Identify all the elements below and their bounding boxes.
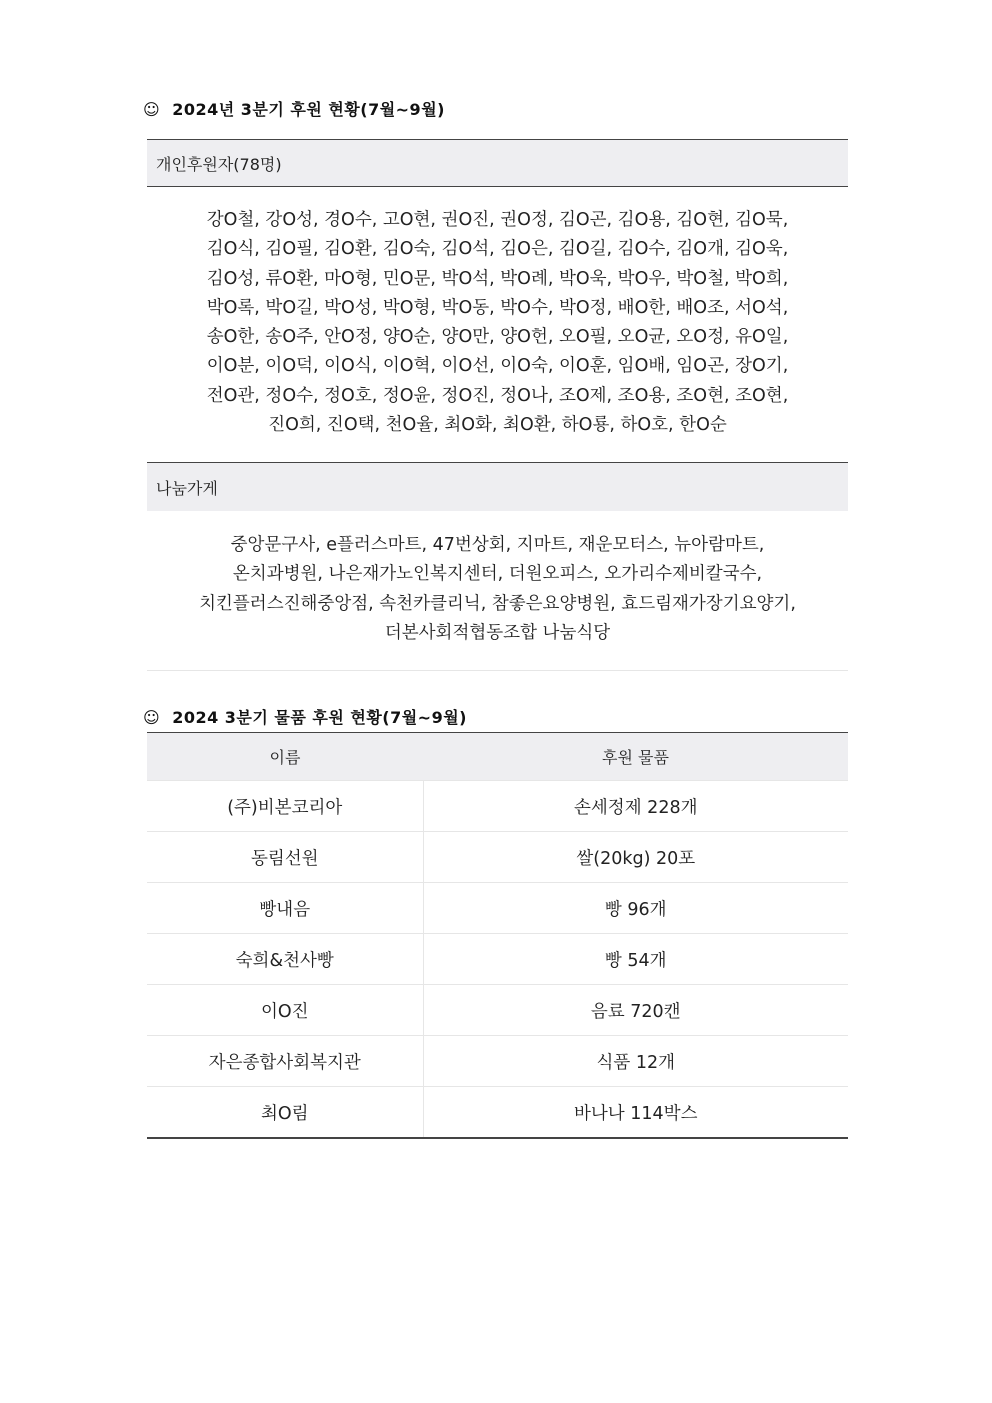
quarterly-support-heading — [143, 97, 445, 120]
donated-item-cell: 바나나 114박스 — [423, 1087, 848, 1139]
column-header-item: 후원 물품 — [423, 733, 848, 781]
donor-name-cell: 빵내음 — [147, 883, 423, 934]
table-row — [147, 1036, 848, 1087]
sharing-stores-list — [147, 511, 848, 671]
donor-name-cell: 동림선원 — [147, 832, 423, 883]
donated-item-cell: 빵 54개 — [423, 934, 848, 985]
table-row — [147, 934, 848, 985]
table-row — [147, 781, 848, 832]
donor-name-cell: 숙희&천사빵 — [147, 934, 423, 985]
supporter-line: 송O한, 송O주, 안O정, 양O순, 양O만, 양O헌, 오O필, 오O균, 오O정, 유O일, — [206, 327, 789, 348]
donated-item-cell: 식품 12개 — [423, 1036, 848, 1087]
table-row — [147, 1087, 848, 1139]
supporter-line: 김O성, 류O환, 마O형, 민O문, 박O석, 박O례, 박O욱, 박O우, 박O철, 박O희, — [206, 268, 789, 289]
smiley-icon: ☺ — [143, 708, 161, 727]
table-row — [147, 832, 848, 883]
quarterly-support-title: 2024년 3분기 후원 현황(7월~9월) — [172, 100, 445, 119]
individual-supporters-section — [147, 139, 848, 463]
donor-name-cell: (주)비본코리아 — [147, 781, 423, 832]
store-line: 더본사회적협동조합 나눔식당 — [384, 622, 611, 643]
table-row — [147, 883, 848, 934]
table-row — [147, 985, 848, 1036]
supporter-line: 강O철, 강O성, 경O수, 고O현, 권O진, 권O정, 김O곤, 김O용, 김O현, 김O묵, — [206, 210, 789, 230]
donated-item-cell: 쌀(20kg) 20포 — [423, 832, 848, 883]
goods-support-title: 2024 3분기 물품 후원 현황(7월~9월) — [172, 708, 467, 727]
individual-supporters-header: 개인후원자(78명) — [147, 140, 848, 187]
donated-item-cell: 음료 720캔 — [423, 985, 848, 1036]
supporter-line: 김O식, 김O필, 김O환, 김O숙, 김O석, 김O은, 김O길, 김O수, 김O개, 김O욱, — [206, 239, 789, 260]
column-header-name: 이름 — [147, 733, 423, 781]
store-line: 중앙문구사, e플러스마트, 47번상회, 지마트, 재운모터스, 뉴아람마트, — [230, 535, 765, 555]
donated-item-cell: 손세정제 228개 — [423, 781, 848, 832]
store-line: 온치과병원, 나은재가노인복지센터, 더원오피스, 오가리수제비칼국수, — [232, 564, 763, 585]
supporter-line: 박O록, 박O길, 박O성, 박O형, 박O동, 박O수, 박O정, 배O한, 배O조, 서O석, — [206, 297, 789, 318]
individual-supporters-list — [147, 187, 848, 463]
goods-support-heading — [143, 705, 467, 728]
supporter-line: 전O관, 정O수, 정O호, 정O윤, 정O진, 정O나, 조O제, 조O용, 조O현, 조O현, — [206, 385, 789, 406]
goods-support-table — [147, 732, 848, 1139]
donor-name-cell: 이O진 — [147, 985, 423, 1036]
supporter-line: 진O희, 진O택, 천O율, 최O화, 최O환, 하O룡, 하O호, 한O순 — [268, 415, 727, 436]
donor-name-cell: 최O림 — [147, 1087, 423, 1139]
smiley-icon: ☺ — [143, 100, 161, 119]
supporter-line: 이O분, 이O덕, 이O식, 이O혁, 이O선, 이O숙, 이O훈, 임O배, 임O곤, 장O기, — [206, 356, 789, 377]
table-header-row — [147, 733, 848, 781]
sharing-stores-header: 나눔가게 — [147, 463, 848, 511]
donor-name-cell: 자은종합사회복지관 — [147, 1036, 423, 1087]
sharing-stores-section — [147, 463, 848, 671]
donated-item-cell: 빵 96개 — [423, 883, 848, 934]
store-line: 치킨플러스진해중앙점, 속천카클리닉, 참좋은요양병원, 효드림재가장기요양기, — [199, 593, 796, 614]
